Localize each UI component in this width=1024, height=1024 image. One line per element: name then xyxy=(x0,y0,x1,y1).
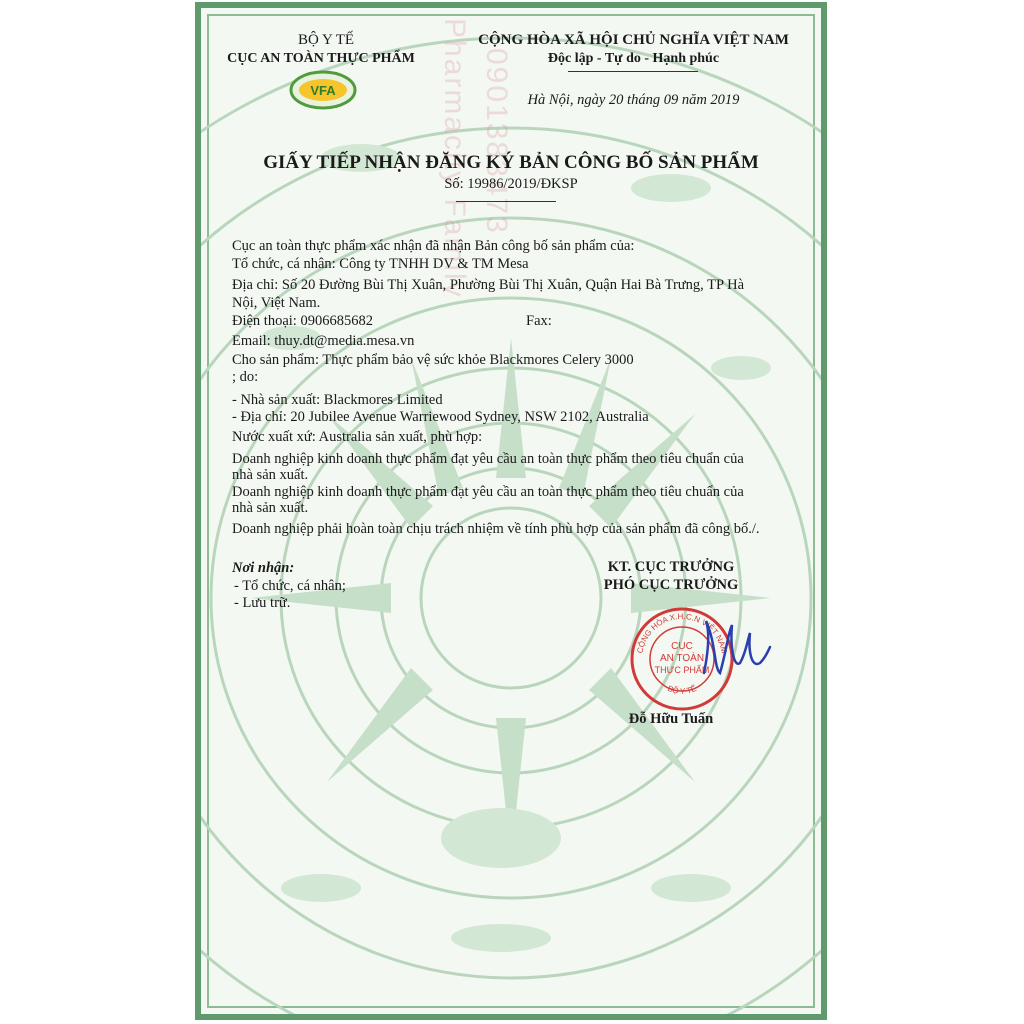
intro-text: Cục an toàn thực phẩm xác nhận đã nhận Bản công bố sản phẩm của: xyxy=(232,238,635,254)
national-motto: Độc lập - Tự do - Hạnh phúc xyxy=(547,51,720,66)
certificate-document xyxy=(195,2,827,1020)
stamp-bottom-text: BỘ Y TẾ xyxy=(666,683,698,696)
address-line-1: Địa chỉ: Số 20 Đường Bùi Thị Xuân, Phường Bùi Thị Xuân, Quận Hai Bà Trưng, TP Hà xyxy=(232,277,745,293)
motto-underline xyxy=(568,71,698,72)
vfa-logo xyxy=(289,70,357,110)
recipients-heading: Nơi nhận: xyxy=(232,560,295,576)
responsibility: Doanh nghiệp phải hoàn toàn chịu trách nhiệm về tính phù hợp của sản phẩm đã công bố./. xyxy=(232,521,760,537)
fax: Fax: xyxy=(526,313,552,329)
product-do: ; do: xyxy=(232,369,259,385)
manufacturer-address: - Địa chỉ: 20 Jubilee Avenue Warriewood Sydney, NSW 2102, Australia xyxy=(232,409,649,425)
handwritten-signature xyxy=(696,613,776,683)
svg-text:BỘ Y TẾ xyxy=(666,683,698,696)
requirement-2b: nhà sản xuất. xyxy=(232,500,309,516)
watermark-text: Pharmacity Family xyxy=(438,18,471,299)
stamp-ring-text: CỘNG HÒA X.H.C.N VIỆT NAM xyxy=(635,611,729,655)
product: Cho sản phẩm: Thực phẩm bảo vệ sức khỏe Blackmores Celery 3000 xyxy=(232,352,634,368)
place-date: Hà Nội, ngày 20 tháng 09 năm 2019 xyxy=(527,92,740,108)
country-name: CỘNG HÒA XÃ HỘI CHỦ NGHĨA VIỆT NAM xyxy=(478,32,789,48)
ministry-name: BỘ Y TẾ xyxy=(297,32,355,48)
email: Email: thuy.dt@media.mesa.vn xyxy=(232,333,415,349)
signatory-name: Đỗ Hữu Tuấn xyxy=(628,711,714,727)
origin: Nước xuất xứ: Australia sản xuất, phù hợp: xyxy=(232,429,483,445)
manufacturer: - Nhà sản xuất: Blackmores Limited xyxy=(232,392,443,408)
stamp-line-3: THỰC PHẨM xyxy=(654,665,710,675)
document-title: GIẤY TIẾP NHẬN ĐĂNG KÝ BẢN CÔNG BỐ SẢN PHẨM xyxy=(263,152,759,173)
signature-title-2: PHÓ CỤC TRƯỞNG xyxy=(603,577,739,593)
watermark-phone: 0901383473 xyxy=(480,48,513,235)
recipient-item: - Lưu trữ. xyxy=(234,595,291,611)
document-number: Số: 19986/2019/ĐKSP xyxy=(444,176,578,192)
recipient-item: - Tổ chức, cá nhân; xyxy=(234,578,346,594)
address-line-2: Nội, Việt Nam. xyxy=(232,295,321,311)
requirement-2a: Doanh nghiệp kinh doanh thực phẩm đạt yêu cầu an toàn thực phẩm theo tiêu chuẩn của xyxy=(232,484,744,500)
logo-text: VFA xyxy=(310,83,336,98)
department-name: CỤC AN TOÀN THỰC PHẨM xyxy=(227,51,415,66)
phone: Điện thoại: 0906685682 xyxy=(232,313,373,329)
requirement-1a: Doanh nghiệp kinh doanh thực phẩm đạt yêu cầu an toàn thực phẩm theo tiêu chuẩn của xyxy=(232,451,744,467)
title-underline xyxy=(456,201,556,202)
requirement-1b: nhà sản xuất. xyxy=(232,467,309,483)
organization: Tổ chức, cá nhân: Công ty TNHH DV & TM Mesa xyxy=(232,256,529,272)
signature-title-1: KT. CỤC TRƯỞNG xyxy=(607,559,735,575)
stamp-line-1: CỤC xyxy=(671,641,693,652)
stamp-line-2: AN TOÀN xyxy=(659,653,705,664)
